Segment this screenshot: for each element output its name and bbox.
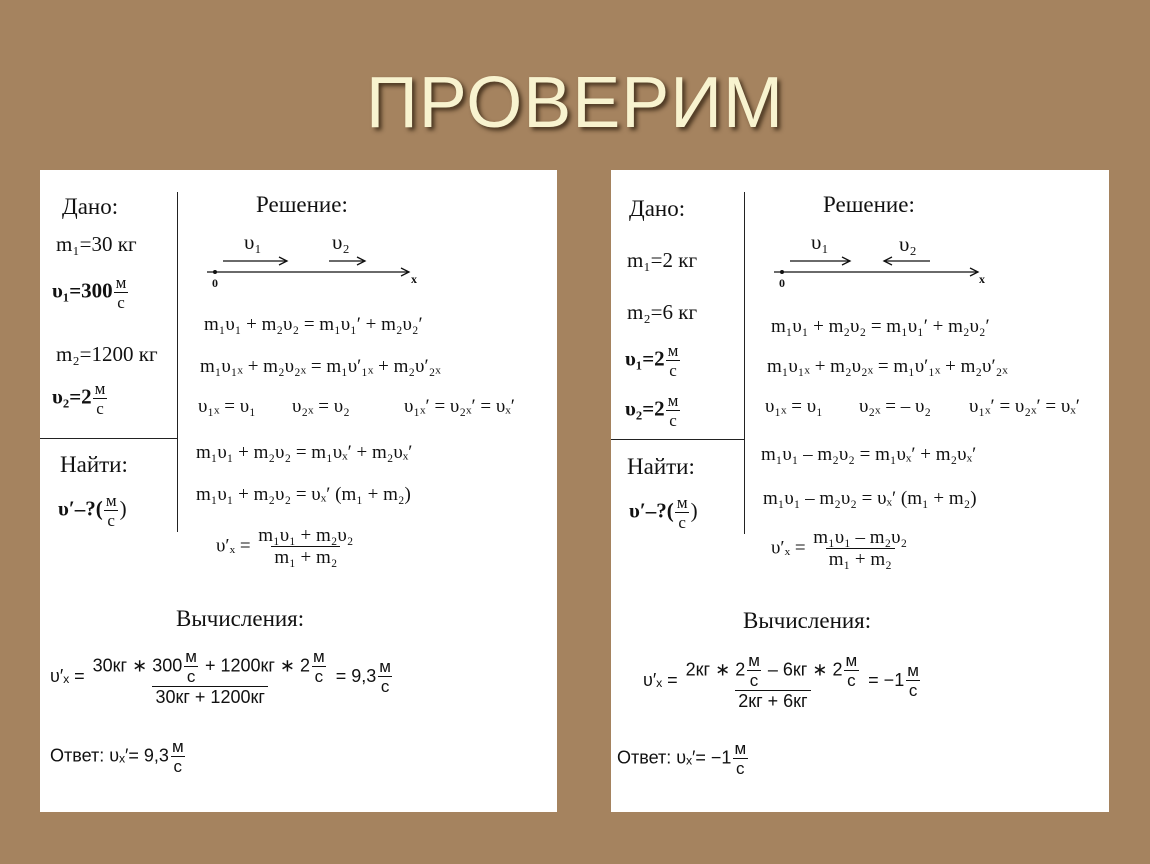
unit-fraction	[665, 342, 682, 380]
unit-fraction	[182, 648, 200, 686]
calc-result: = −1	[868, 670, 905, 691]
slide-title: ПРОВЕРИМ	[366, 63, 784, 143]
calculation	[643, 652, 922, 711]
unit-denominator: с	[666, 410, 680, 430]
unit-denominator: с	[171, 756, 186, 776]
solution-panel-left	[40, 170, 557, 812]
projection-final-velocities: υ₁ₓ′ = υ₂ₓ′ = υₓ′	[404, 396, 515, 417]
unit-numerator: м	[313, 647, 325, 666]
velocity-formula-denominator: m₁ + m₂	[271, 546, 340, 568]
given-m1: m₁=30 кг	[56, 232, 137, 256]
velocity-formula-fraction	[810, 528, 910, 570]
velocity-formula	[771, 528, 910, 570]
find-velocity	[58, 492, 127, 530]
given-v2-label: υ₂=2	[52, 384, 92, 409]
vychislenia-heading: Вычисления:	[176, 606, 305, 631]
velocity-formula-numerator: m₁υ₁ – m₂υ₂	[813, 527, 908, 548]
given-m2: m₂=6 кг	[627, 300, 698, 324]
answer	[50, 738, 187, 776]
vector-v2-label: υ₂	[332, 230, 350, 254]
unit-numerator: м	[907, 661, 919, 681]
unit-denominator: с	[733, 758, 748, 778]
vector-v2-label: υ₂	[899, 232, 917, 256]
given-v1-label: υ₁=300	[52, 278, 113, 303]
dano-heading: Дано:	[62, 194, 119, 219]
momentum-equation-vector: m₁υ₁ + m₂υ₂ = m₁υ₁′ + m₂υ₂′	[204, 314, 423, 335]
unit-fraction	[731, 740, 749, 778]
unit-numerator: м	[171, 737, 184, 756]
vychislenia-heading: Вычисления:	[743, 608, 872, 633]
calc-numerator	[90, 648, 331, 686]
momentum-equation-projection: m₁υ₁ₓ + m₂υ₂ₓ = m₁υ′₁ₓ + m₂υ′₂ₓ	[767, 356, 1008, 377]
column-divider	[177, 192, 178, 532]
vector-v1-label: υ₁	[811, 230, 829, 254]
velocity-formula	[216, 526, 356, 568]
unit-fraction	[674, 494, 691, 532]
answer-text: Ответ: υₓ′= −1	[617, 747, 732, 768]
unit-denominator: с	[184, 666, 199, 686]
calc-result: = 9,3	[335, 666, 377, 687]
unit-fraction	[103, 492, 120, 530]
given-v2	[625, 392, 681, 430]
momentum-equation-common: m₁υ₁ + m₂υ₂ = m₁υₓ′ + m₂υₓ′	[196, 442, 413, 463]
find-velocity	[629, 494, 698, 532]
given-v1-label: υ₁=2	[625, 346, 665, 371]
unit-fraction	[904, 662, 922, 700]
axis-x-label: x	[411, 272, 417, 286]
velocity-formula-denominator: m₁ + m₂	[826, 548, 895, 570]
given-find-divider	[40, 438, 177, 439]
unit-fraction	[92, 380, 109, 418]
given-v1	[625, 342, 681, 380]
calc-fraction	[90, 648, 331, 707]
answer	[617, 740, 749, 778]
vector-v1-label: υ₁	[244, 230, 262, 254]
calc-numerator-part-a: 2кг ∗ 2	[685, 659, 746, 680]
origin-point	[213, 270, 217, 274]
unit-numerator: м	[667, 341, 679, 360]
column-divider	[744, 192, 745, 534]
calc-label: υ′ₓ =	[643, 670, 678, 691]
unit-numerator: м	[94, 379, 106, 398]
momentum-equation-factored: m₁υ₁ – m₂υ₂ = υₓ′ (m₁ + m₂)	[763, 488, 977, 509]
projection-v2: υ₂ₓ = – υ₂	[859, 396, 932, 417]
unit-fraction	[376, 658, 394, 696]
unit-denominator: с	[747, 670, 762, 690]
unit-denominator: с	[104, 510, 118, 530]
unit-numerator: м	[845, 651, 858, 670]
unit-numerator: м	[734, 739, 747, 758]
axis-x-label: x	[979, 272, 985, 286]
given-v2	[52, 380, 108, 418]
given-v1	[52, 274, 129, 312]
axis-zero-label: 0	[212, 276, 218, 290]
unit-fraction	[665, 392, 682, 430]
naiti-heading: Найти:	[60, 452, 128, 477]
calc-numerator	[683, 652, 864, 690]
unit-fraction	[842, 652, 860, 690]
velocity-formula-numerator: m₁υ₁ + m₂υ₂	[258, 525, 354, 546]
unit-numerator: м	[748, 651, 760, 670]
unit-denominator: с	[666, 360, 680, 380]
momentum-equation-factored: m₁υ₁ + m₂υ₂ = υₓ′ (m₁ + m₂)	[196, 484, 411, 505]
find-close-paren: )	[690, 498, 698, 523]
unit-numerator: м	[667, 391, 679, 410]
momentum-equation-common: m₁υ₁ – m₂υ₂ = m₁υₓ′ + m₂υₓ′	[761, 444, 977, 465]
find-label: υ′–?(	[58, 496, 103, 521]
unit-fraction	[169, 738, 187, 776]
calc-label: υ′ₓ =	[50, 666, 85, 687]
unit-denominator: с	[312, 666, 327, 686]
projection-final-velocities: υ₁ₓ′ = υ₂ₓ′ = υₓ′	[969, 396, 1080, 417]
unit-numerator: м	[115, 273, 127, 292]
velocity-axis-diagram	[205, 252, 425, 292]
calc-numerator-part-a: 30кг ∗ 300	[92, 655, 183, 676]
answer-text: Ответ: υₓ′= 9,3	[50, 745, 169, 766]
projection-v1: υ₁ₓ = υ₁	[765, 396, 823, 417]
unit-denominator: с	[378, 676, 393, 696]
find-close-paren: )	[119, 496, 127, 521]
momentum-equation-vector: m₁υ₁ + m₂υ₂ = m₁υ₁′ + m₂υ₂′	[771, 316, 990, 337]
find-label: υ′–?(	[629, 498, 674, 523]
calc-numerator-part-b: – 6кг ∗ 2	[767, 659, 843, 680]
unit-denominator: с	[906, 680, 921, 700]
momentum-equation-projection: m₁υ₁ₓ + m₂υ₂ₓ = m₁υ′₁ₓ + m₂υ′₂ₓ	[200, 356, 441, 377]
velocity-axis-diagram	[772, 252, 992, 292]
unit-denominator: с	[844, 670, 859, 690]
unit-numerator: м	[185, 647, 197, 666]
unit-fraction	[745, 652, 763, 690]
given-m2: m₂=1200 кг	[56, 342, 158, 366]
given-v2-label: υ₂=2	[625, 396, 665, 421]
axis-zero-label: 0	[779, 276, 785, 290]
unit-numerator: м	[379, 657, 391, 677]
unit-denominator: с	[675, 512, 689, 532]
calculation	[50, 648, 394, 707]
given-find-divider	[611, 439, 744, 440]
unit-denominator: с	[93, 398, 107, 418]
projection-v1: υ₁ₓ = υ₁	[198, 396, 256, 417]
unit-fraction	[310, 648, 328, 686]
origin-point	[780, 270, 784, 274]
reshenie-heading: Решение:	[256, 192, 348, 217]
given-m1: m₁=2 кг	[627, 248, 698, 272]
unit-numerator: м	[105, 491, 117, 510]
unit-numerator: м	[676, 493, 688, 512]
naiti-heading: Найти:	[627, 454, 695, 479]
dano-heading: Дано:	[629, 196, 686, 221]
velocity-formula-label: υ′ₓ =	[771, 537, 806, 559]
calc-fraction	[683, 652, 864, 711]
solution-panel-right	[611, 170, 1109, 812]
unit-fraction	[113, 274, 130, 312]
calc-numerator-part-b: + 1200кг ∗ 2	[204, 655, 311, 676]
unit-denominator: с	[114, 292, 128, 312]
calc-denominator: 30кг + 1200кг	[152, 686, 267, 707]
reshenie-heading: Решение:	[823, 192, 915, 217]
projection-v2: υ₂ₓ = υ₂	[292, 396, 350, 417]
calc-denominator: 2кг + 6кг	[735, 690, 810, 711]
velocity-formula-fraction	[255, 526, 356, 568]
velocity-formula-label: υ′ₓ =	[216, 535, 251, 557]
